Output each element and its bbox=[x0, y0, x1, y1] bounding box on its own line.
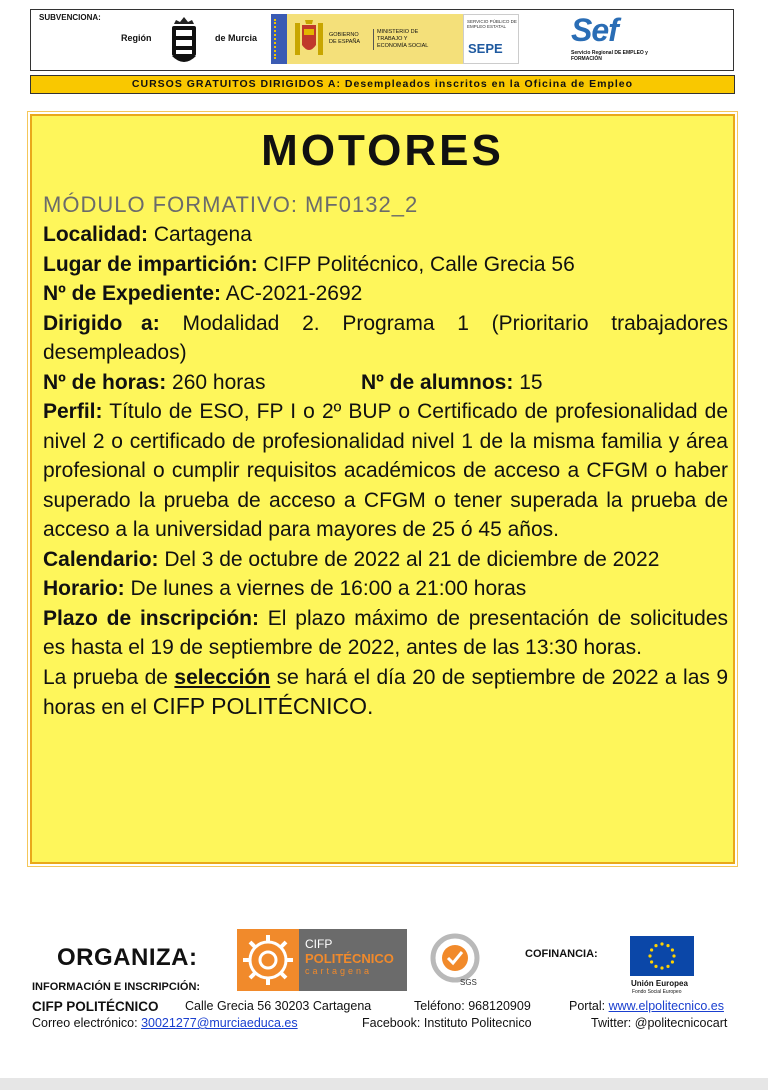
facebook-text: Facebook: Instituto Politecnico bbox=[362, 1016, 532, 1030]
expediente-value: AC-2021-2692 bbox=[221, 282, 363, 305]
sgs-certification-icon bbox=[426, 932, 484, 988]
ministerio-text: MINISTERIO DE TRABAJO Y ECONOMÍA SOCIAL bbox=[373, 29, 433, 50]
alumnos-cell bbox=[361, 368, 543, 398]
perfil-row bbox=[43, 397, 728, 545]
dirigido-label: Dirigido a: bbox=[43, 311, 160, 335]
phone-text: Teléfono: 968120909 bbox=[414, 999, 531, 1013]
portal-label: Portal: bbox=[569, 999, 609, 1013]
info-label: INFORMACIÓN E INSCRIPCIÓN: bbox=[32, 981, 201, 993]
alumnos-value: 15 bbox=[513, 370, 543, 394]
region-text-murcia: de Murcia bbox=[215, 33, 258, 43]
portal-link[interactable]: www.elpolitecnico.es bbox=[608, 999, 724, 1013]
perfil-value: Título de ESO, FP I o 2º BUP o Certificado de profesionalidad de nivel 2 o certificado de profesionalidad nivel 1 de la misma familia y área profesional o cumplir requisitos académicos de acceso a CFGM o haber superado la prueba de acceso a CFGM o tener superada la prueba de acceso a la universidad para mayores de 25 ó 45 años. bbox=[43, 400, 728, 541]
eu-stars-strip-icon bbox=[271, 14, 287, 64]
sgs-text: SGS bbox=[460, 978, 477, 987]
sepe-subtitle: SERVICIO PÚBLICO DE EMPLEO ESTATAL bbox=[467, 19, 517, 29]
spain-shield-icon bbox=[293, 17, 325, 61]
dirigido-row bbox=[43, 309, 728, 368]
eu-subtitle: Fondo Social Europeo bbox=[632, 989, 682, 995]
gear-icon bbox=[237, 929, 299, 991]
murcia-crest-icon bbox=[162, 16, 206, 68]
horario-row bbox=[43, 574, 728, 604]
horas-alumnos-row bbox=[43, 368, 728, 398]
horas-value: 260 horas bbox=[166, 370, 266, 394]
calendario-value: Del 3 de octubre de 2022 al 21 de diciembre de 2022 bbox=[158, 547, 660, 571]
localidad-value: Cartagena bbox=[148, 223, 252, 246]
bottom-bar bbox=[0, 1078, 768, 1090]
plazo-value: El plazo máximo de presentación de solicitudes es hasta el 19 de septiembre de 2022, antes de las 13:30 horas. bbox=[43, 606, 728, 659]
prueba-row bbox=[43, 663, 728, 723]
subvenciona-label: SUBVENCIONA: bbox=[39, 13, 101, 22]
module-code: MÓDULO FORMATIVO: MF0132_2 bbox=[43, 192, 419, 217]
horario-value: De lunes a viernes de 16:00 a 21:00 horas bbox=[124, 577, 527, 600]
lugar-label: Lugar de impartición: bbox=[43, 252, 258, 276]
localidad-label: Localidad: bbox=[43, 223, 149, 246]
horas-label: Nº de horas: bbox=[43, 370, 167, 394]
plazo-label: Plazo de inscripción: bbox=[43, 606, 259, 630]
contact-row bbox=[32, 1016, 742, 1032]
alumnos-label: Nº de alumnos: bbox=[361, 370, 514, 394]
lugar-value: CIFP Politécnico, Calle Grecia 56 bbox=[257, 252, 575, 276]
cifp-logo-line3: cartagena bbox=[305, 966, 373, 976]
address-row bbox=[32, 999, 742, 1015]
calendario-label: Calendario: bbox=[43, 547, 159, 571]
prueba-pre: La prueba de bbox=[43, 665, 175, 689]
cifp-logo bbox=[237, 929, 407, 991]
prueba-post: se hará el día 20 de septiembre de 2022 a las 9 horas en el bbox=[43, 665, 729, 719]
portal-row bbox=[569, 999, 724, 1013]
email-label: Correo electrónico: bbox=[32, 1016, 142, 1030]
cifp-name: CIFP POLITÉCNICO bbox=[32, 999, 159, 1014]
plazo-row bbox=[43, 604, 728, 663]
lugar-row bbox=[43, 250, 728, 280]
seleccion-text: selección bbox=[174, 665, 271, 689]
email-link[interactable]: 30021277@murciaeduca.es bbox=[141, 1016, 298, 1030]
sepe-logo bbox=[463, 14, 519, 64]
sef-logo: Sef bbox=[571, 12, 618, 48]
course-info-box bbox=[30, 114, 735, 864]
localidad-row bbox=[43, 220, 728, 250]
email-row bbox=[32, 1016, 298, 1030]
target-banner: CURSOS GRATUITOS DIRIGIDOS A: Desempleados inscritos en la Oficina de Empleo bbox=[30, 75, 735, 94]
expediente-label: Nº de Expediente: bbox=[43, 282, 222, 305]
cifp-logo-text bbox=[299, 929, 407, 991]
sponsor-header bbox=[30, 9, 734, 71]
address-text: Calle Grecia 56 30203 Cartagena bbox=[185, 999, 372, 1013]
cifp-logo-line1: CIFP bbox=[305, 937, 333, 951]
horas-cell bbox=[43, 368, 361, 398]
cifp-gear-icon bbox=[237, 929, 299, 991]
cofinancia-label: COFINANCIA: bbox=[525, 948, 598, 960]
twitter-text: Twitter: @politecnicocart bbox=[591, 1016, 728, 1030]
calendario-row bbox=[43, 545, 728, 575]
expediente-row bbox=[43, 279, 728, 309]
cifp-logo-line2: POLITÉCNICO bbox=[305, 951, 394, 966]
prueba-place: CIFP POLITÉCNICO. bbox=[152, 693, 374, 719]
gobierno-text: GOBIERNO DE ESPAÑA bbox=[329, 32, 361, 45]
eu-name: Unión Europea bbox=[631, 979, 688, 988]
course-details bbox=[43, 220, 728, 723]
organiza-label: ORGANIZA: bbox=[57, 944, 198, 971]
eu-flag-icon bbox=[630, 936, 694, 976]
region-text: Región bbox=[121, 33, 152, 43]
course-title: MOTORES bbox=[261, 126, 504, 175]
dirigido-value: Modalidad 2. Programa 1 (Prioritario trabajadores desempleados) bbox=[43, 311, 728, 364]
horario-label: Horario: bbox=[43, 577, 125, 600]
sef-subtitle: Servicio Regional DE EMPLEO y FORMACIÓN bbox=[571, 50, 648, 62]
sepe-title: SEPE bbox=[468, 41, 503, 56]
perfil-label: Perfil: bbox=[43, 400, 103, 423]
